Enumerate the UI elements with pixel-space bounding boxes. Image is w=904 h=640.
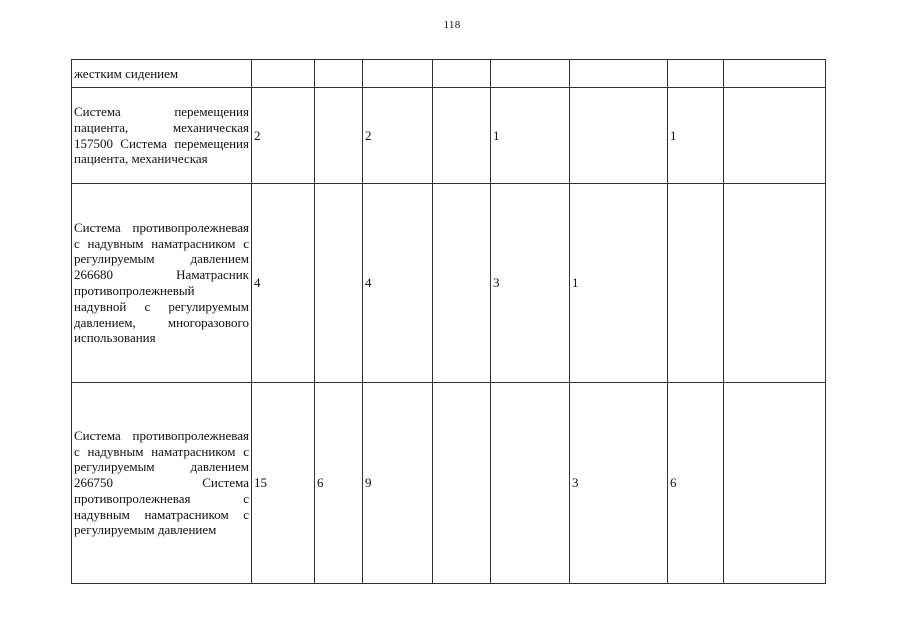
table-row xyxy=(72,88,826,184)
quantity-cell: 3 xyxy=(570,383,668,584)
quantity-cell: 2 xyxy=(252,88,315,184)
item-name-cell: Система противопролежневая с надувным наматрасником с регулируемым давлением 266680 Наматрасник противопролежневый надувной с регулируемым давлением, многоразового использования xyxy=(72,184,252,383)
quantity-cell xyxy=(724,383,826,584)
quantity-cell xyxy=(433,60,491,88)
quantity-cell xyxy=(491,60,570,88)
quantity-cell xyxy=(668,184,724,383)
quantity-cell xyxy=(433,184,491,383)
quantity-cell xyxy=(491,383,570,584)
quantity-cell xyxy=(724,60,826,88)
quantity-cell xyxy=(433,88,491,184)
quantity-cell: 3 xyxy=(491,184,570,383)
quantity-cell xyxy=(724,184,826,383)
table-body xyxy=(72,60,826,584)
quantity-cell: 4 xyxy=(363,184,433,383)
quantity-cell xyxy=(668,60,724,88)
quantity-cell xyxy=(363,60,433,88)
item-name-cell: Система перемещения пациента, механическая 157500 Система перемещения пациента, механическая xyxy=(72,88,252,184)
quantity-cell: 1 xyxy=(570,184,668,383)
quantity-cell xyxy=(315,184,363,383)
quantity-cell xyxy=(433,383,491,584)
table-row xyxy=(72,184,826,383)
item-name-cell: жестким сидением xyxy=(72,60,252,88)
quantity-cell: 15 xyxy=(252,383,315,584)
quantity-cell xyxy=(315,60,363,88)
quantity-cell: 9 xyxy=(363,383,433,584)
item-name-cell: Система противопролежневая с надувным наматрасником с регулируемым давлением 266750 Система противопролежневая с надувным наматрасником с регулируемым давлением xyxy=(72,383,252,584)
quantity-cell: 6 xyxy=(315,383,363,584)
quantity-cell: 6 xyxy=(668,383,724,584)
quantity-cell xyxy=(315,88,363,184)
page-number: 118 xyxy=(443,19,461,31)
quantity-cell: 1 xyxy=(491,88,570,184)
quantity-cell: 2 xyxy=(363,88,433,184)
quantity-cell xyxy=(724,88,826,184)
quantity-cell xyxy=(252,60,315,88)
quantity-cell: 4 xyxy=(252,184,315,383)
quantity-cell: 1 xyxy=(668,88,724,184)
quantity-cell xyxy=(570,60,668,88)
quantity-cell xyxy=(570,88,668,184)
table-row xyxy=(72,60,826,88)
data-table xyxy=(71,59,826,584)
table-row xyxy=(72,383,826,584)
